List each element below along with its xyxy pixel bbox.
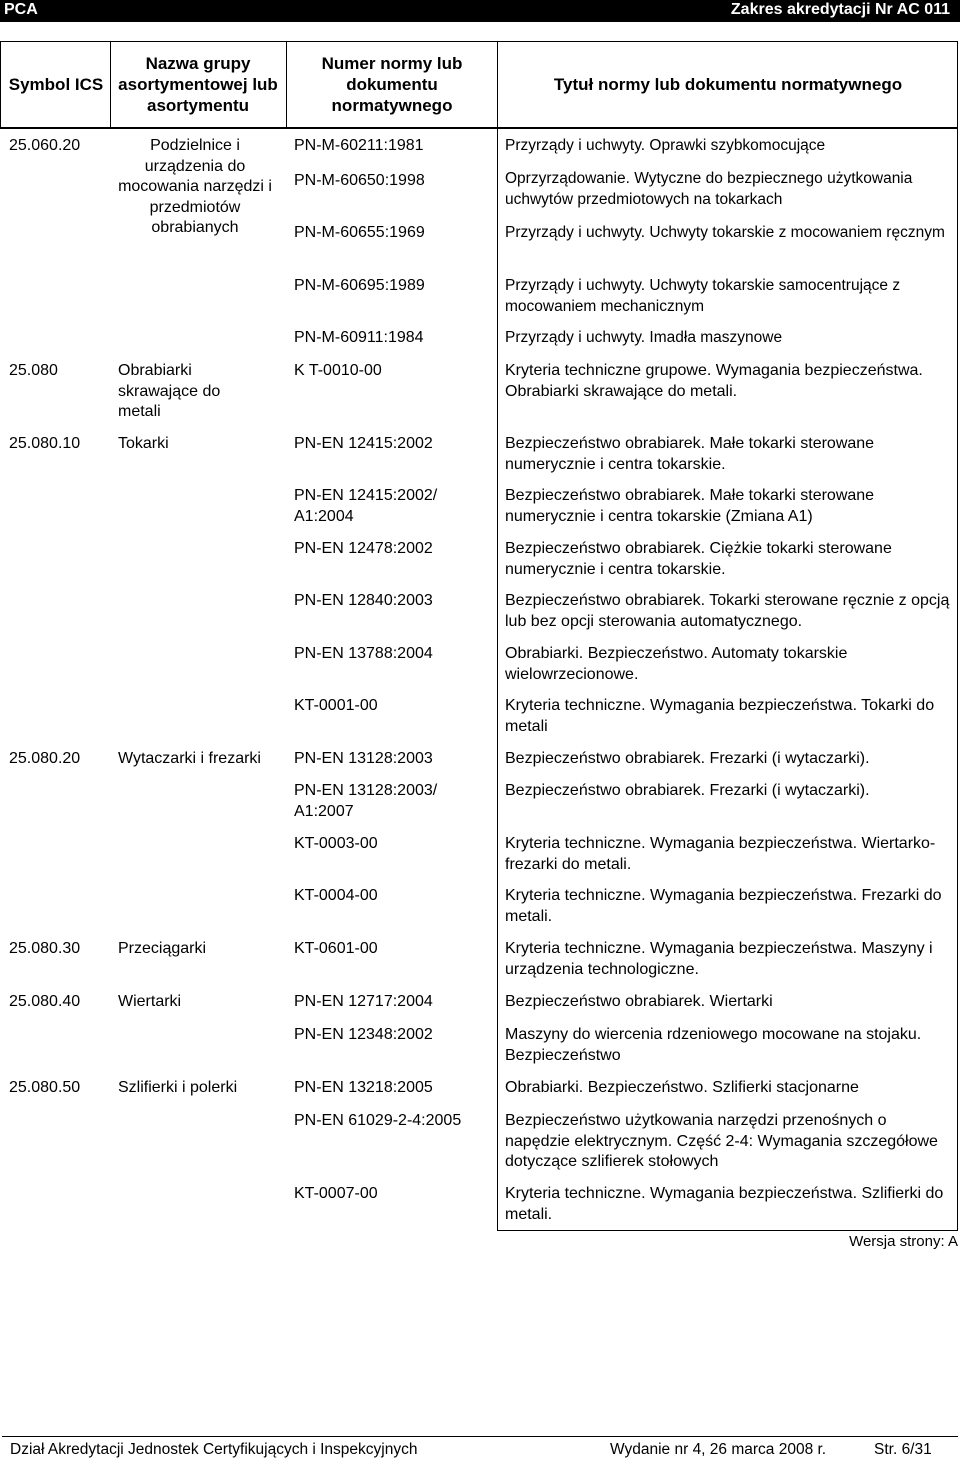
standard-number: PN-EN 12478:2002 bbox=[294, 540, 433, 557]
col-divider-3 bbox=[497, 41, 498, 1231]
group-name: Szlifierki i polerki bbox=[118, 1079, 238, 1096]
standard-title: Kryteria techniczne. Wymagania bezpieczeństwa. Maszyny i urządzenia technologiczne. bbox=[505, 940, 933, 978]
standard-title: Obrabiarki. Bezpieczeństwo. Automaty tokarskie wielowrzecionowe. bbox=[505, 645, 848, 683]
standard-title: Kryteria techniczne. Wymagania bezpieczeństwa. Frezarki do metali. bbox=[505, 887, 942, 925]
standard-title: Bezpieczeństwo obrabiarek. Małe tokarki sterowane numerycznie i centra tokarskie (Zmiana A1) bbox=[505, 487, 875, 525]
standard-number: PN-EN 12415:2002/ A1:2004 bbox=[294, 487, 438, 525]
footer-department: Dział Akredytacji Jednostek Certyfikujących i Inspekcyjnych bbox=[10, 1441, 418, 1458]
col-header-ics: Symbol ICS bbox=[8, 74, 104, 94]
standard-number: PN-EN 13128:2003/ A1:2007 bbox=[294, 782, 438, 820]
standard-number: PN-M-60650:1998 bbox=[294, 172, 425, 189]
footer-page-number: Str. 6/31 bbox=[874, 1441, 932, 1458]
standard-number: K T-0010-00 bbox=[294, 362, 382, 379]
header-scope: Zakres akredytacji Nr AC 011 bbox=[730, 1, 950, 18]
standard-number: KT-0007-00 bbox=[294, 1185, 378, 1202]
footer-divider bbox=[2, 1436, 958, 1437]
standard-title: Bezpieczeństwo obrabiarek. Frezarki (i wytaczarki). bbox=[505, 782, 870, 799]
ics-code: 25.060.20 bbox=[9, 137, 81, 154]
standard-title: Bezpieczeństwo obrabiarek. Tokarki sterowane ręcznie z opcją lub bez opcji sterowania automatycznego. bbox=[505, 592, 950, 630]
standard-number: KT-0601-00 bbox=[294, 940, 378, 957]
table-left-border bbox=[0, 41, 1, 129]
standard-title: Kryteria techniczne. Wymagania bezpieczeństwa. Wiertarko-frezarki do metali. bbox=[505, 835, 936, 873]
standard-number: PN-M-60655:1969 bbox=[294, 224, 425, 241]
standard-number: PN-EN 13788:2004 bbox=[294, 645, 433, 662]
table-bottom-border bbox=[497, 1230, 958, 1231]
standard-number: KT-0001-00 bbox=[294, 697, 378, 714]
standard-title: Bezpieczeństwo obrabiarek. Frezarki (i wytaczarki). bbox=[505, 750, 870, 767]
ics-code: 25.080 bbox=[9, 362, 58, 379]
col-header-title: Tytuł normy lub dokumentu normatywnego bbox=[553, 74, 903, 94]
standard-title: Bezpieczeństwo użytkowania narzędzi przenośnych o napędzie elektrycznym. Część 2-4: Wymagania szczegółowe dotyczące szlifierek stołowych bbox=[505, 1112, 938, 1170]
header-bottom-border bbox=[0, 127, 958, 129]
col-header-group: Nazwa grupy asortymentowej lub asortymentu bbox=[118, 53, 278, 115]
standard-number: PN-M-60695:1989 bbox=[294, 277, 425, 294]
standard-title: Bezpieczeństwo obrabiarek. Małe tokarki sterowane numerycznie i centra tokarskie. bbox=[505, 435, 875, 473]
group-name: Przeciągarki bbox=[118, 940, 207, 957]
standard-title: Kryteria techniczne grupowe. Wymagania bezpieczeństwa. Obrabiarki skrawające do metali. bbox=[505, 362, 923, 400]
accreditation-table bbox=[0, 41, 958, 1231]
standard-title: Przyrządy i uchwyty. Uchwyty tokarskie samocentrujące z mocowaniem mechanicznym bbox=[505, 277, 901, 315]
standard-title: Przyrządy i uchwyty. Imadła maszynowe bbox=[505, 329, 783, 346]
group-name: Podzielnice i urządzenia do mocowania narzędzi i przedmiotów obrabianych bbox=[118, 137, 272, 236]
standard-number: KT-0004-00 bbox=[294, 887, 378, 904]
version-note: Wersja strony: A bbox=[849, 1233, 958, 1250]
standard-title: Oprzyrządowanie. Wytyczne do bezpiecznego użytkowania uchwytów przedmiotowych na tokarkach bbox=[505, 170, 913, 208]
page-header-bar bbox=[0, 0, 960, 22]
standard-title: Maszyny do wiercenia rdzeniowego mocowane na stojaku. Bezpieczeństwo bbox=[505, 1026, 922, 1064]
standard-title: Kryteria techniczne. Wymagania bezpieczeństwa. Tokarki do metali bbox=[505, 697, 935, 735]
standard-title: Kryteria techniczne. Wymagania bezpieczeństwa. Szlifierki do metali. bbox=[505, 1185, 944, 1223]
col-header-standard: Numer normy lub dokumentu normatywnego bbox=[321, 53, 463, 115]
ics-code: 25.080.30 bbox=[9, 940, 81, 957]
group-name: Wiertarki bbox=[118, 993, 182, 1010]
ics-code: 25.080.10 bbox=[9, 435, 81, 452]
ics-code: 25.080.20 bbox=[9, 750, 81, 767]
standard-number: PN-EN 13218:2005 bbox=[294, 1079, 433, 1096]
group-name: Obrabiarki skrawające do metali bbox=[118, 362, 221, 420]
header-org: PCA bbox=[4, 1, 38, 18]
standard-number: PN-EN 12717:2004 bbox=[294, 993, 433, 1010]
group-name: Tokarki bbox=[118, 435, 169, 452]
col-divider-1 bbox=[110, 41, 111, 129]
table-right-border bbox=[957, 41, 958, 1231]
standard-number: PN-EN 13128:2003 bbox=[294, 750, 433, 767]
footer-edition: Wydanie nr 4, 26 marca 2008 r. bbox=[610, 1441, 827, 1458]
standard-number: PN-EN 61029-2-4:2005 bbox=[294, 1112, 462, 1129]
standard-number: KT-0003-00 bbox=[294, 835, 378, 852]
standard-title: Przyrządy i uchwyty. Uchwyty tokarskie z mocowaniem ręcznym bbox=[505, 224, 945, 241]
standard-title: Bezpieczeństwo obrabiarek. Wiertarki bbox=[505, 993, 773, 1010]
standard-number: PN-M-60211:1981 bbox=[294, 137, 424, 154]
standard-number: PN-EN 12415:2002 bbox=[294, 435, 433, 452]
col-divider-2 bbox=[286, 41, 287, 129]
standard-title: Bezpieczeństwo obrabiarek. Ciężkie tokarki sterowane numerycznie i centra tokarskie. bbox=[505, 540, 892, 578]
standard-title: Obrabiarki. Bezpieczeństwo. Szlifierki stacjonarne bbox=[505, 1079, 859, 1096]
standard-number: PN-EN 12840:2003 bbox=[294, 592, 433, 609]
ics-code: 25.080.40 bbox=[9, 993, 81, 1010]
standard-number: PN-M-60911:1984 bbox=[294, 329, 424, 346]
group-name: Wytaczarki i frezarki bbox=[118, 750, 261, 767]
ics-code: 25.080.50 bbox=[9, 1079, 81, 1096]
standard-title: Przyrządy i uchwyty. Oprawki szybkomocujące bbox=[505, 137, 826, 154]
standard-number: PN-EN 12348:2002 bbox=[294, 1026, 433, 1043]
